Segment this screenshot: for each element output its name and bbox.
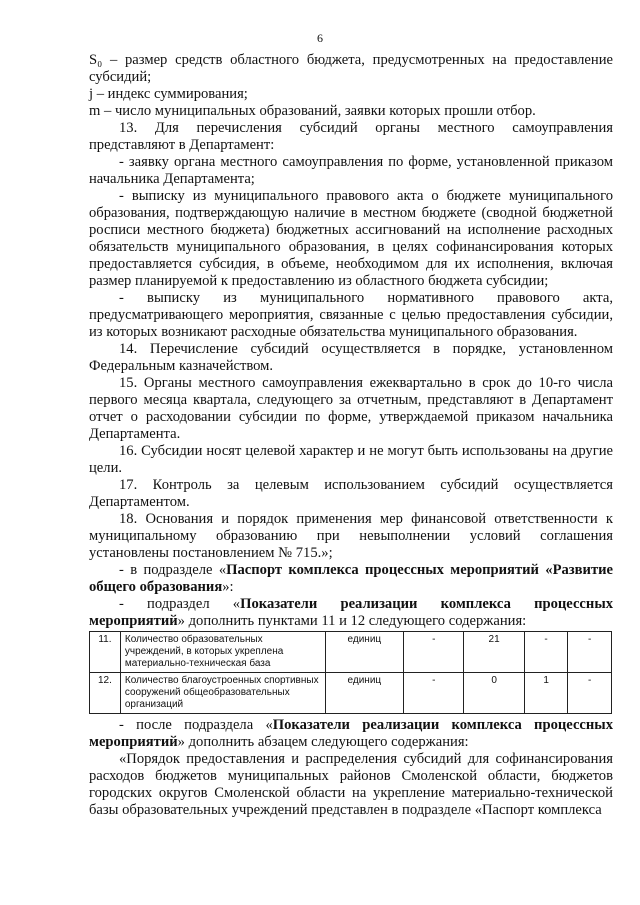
unit-cell: единиц	[325, 673, 403, 714]
subsection-passport-line: - в подразделе «Паспорт комплекса процессных мероприятий «Развитие общего образования»:	[89, 562, 613, 595]
document-body	[89, 52, 613, 819]
value-cell: -	[404, 632, 464, 673]
paragraph-15: 15. Органы местного самоуправления ежеквартально в срок до 10-го числа первого месяца квартала, следующего за отчетным, представляют в Департамент отчет о расходовании субсидии по форме, утверждаемой приказом начальника Департамента.	[89, 375, 613, 442]
formula-legend-s0: S₀ – размер средств областного бюджета, предусмотренных на предоставление субсидий;	[89, 52, 613, 85]
indicators-table	[89, 631, 612, 714]
value-cell: -	[568, 673, 612, 714]
formula-legend-m: m – число муниципальных образований, заявки которых прошли отбор.	[89, 103, 536, 119]
value-cell: -	[524, 632, 568, 673]
paragraph-14: 14. Перечисление субсидий осуществляется в порядке, установленном Федеральным казначейством.	[89, 341, 613, 374]
bullet-legal-act-extract: - выписку из муниципального нормативного правового акта, предусматривающего мероприятия, связанные с целью предоставления субсидии, из которых возникают расходные обязательства муниципального образования.	[89, 290, 613, 340]
unit-cell: единиц	[325, 632, 403, 673]
value-cell: 21	[464, 632, 524, 673]
procedure-paragraph: «Порядок предоставления и распределения субсидий для софинансирования расходов бюджетов муниципальных районов Смоленской области, бюджетов городских округов Смоленской области на укрепление материально-технической базы образовательных учреждений представлен в подразделе «Паспорт комплекса	[89, 751, 613, 818]
row-number: 12.	[90, 673, 121, 714]
paragraph-16: 16. Субсидии носят целевой характер и не могут быть использованы на другие цели.	[89, 443, 613, 476]
value-cell: 1	[524, 673, 568, 714]
paragraph-18: 18. Основания и порядок применения мер финансовой ответственности к муниципальному образованию при невыполнении условий соглашения установлены постановлением № 715.»;	[89, 511, 613, 561]
formula-legend-j: j – индекс суммирования;	[89, 86, 248, 102]
paragraph-17: 17. Контроль за целевым использованием субсидий осуществляется Департаментом.	[89, 477, 613, 510]
value-cell: -	[568, 632, 612, 673]
row-number: 11.	[90, 632, 121, 673]
table-row	[90, 673, 612, 714]
value-cell: 0	[464, 673, 524, 714]
after-indicators-line: - после подраздела «Показатели реализации комплекса процессных мероприятий» дополнить абзацем следующего содержания:	[89, 717, 613, 750]
value-cell: -	[404, 673, 464, 714]
indicator-name: Количество благоустроенных спортивных сооружений общеобразовательных организаций	[120, 673, 325, 714]
indicator-name: Количество образовательных учреждений, в которых укреплена материально-техническая база	[120, 632, 325, 673]
page-number: 6	[317, 31, 323, 45]
bullet-application: - заявку органа местного самоуправления по форме, установленной приказом начальника Департамента;	[89, 154, 613, 187]
paragraph-13: 13. Для перечисления субсидий органы местного самоуправления представляют в Департамент:	[89, 120, 613, 153]
bullet-budget-extract: - выписку из муниципального правового акта о бюджете муниципального образования, подтверждающую наличие в местном бюджете (сводной бюджетной росписи местного бюджета) бюджетных ассигнований на исполнение расходных обязательств муниципального образования, в целях софинансирования которых предоставляется субсидия, в объеме, необходимом для их исполнения, включая размер планируемой к предоставлению из областного бюджета субсидии;	[89, 188, 613, 289]
table-row	[90, 632, 612, 673]
subsection-indicators-line: - подраздел «Показатели реализации комплекса процессных мероприятий» дополнить пунктами 11 и 12 следующего содержания:	[89, 596, 614, 629]
